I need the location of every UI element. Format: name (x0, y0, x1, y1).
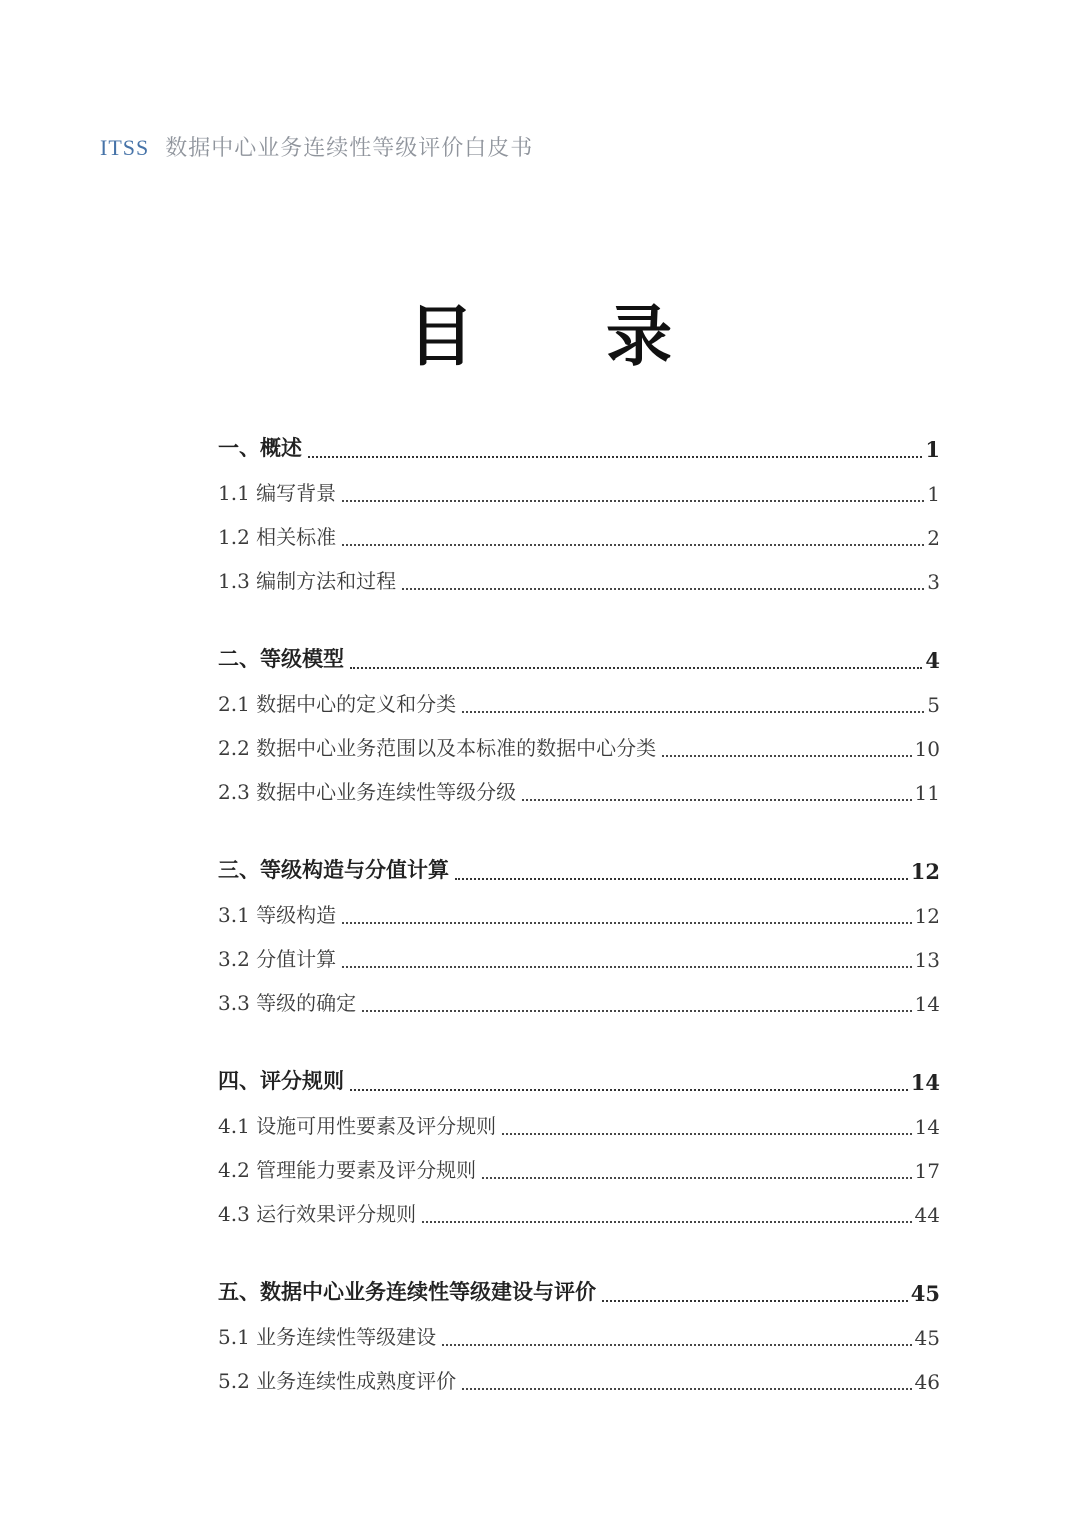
toc-heading-row (218, 1270, 940, 1314)
toc-entry-label: 3.3 等级的确定 (218, 991, 357, 1015)
toc-item-row (218, 769, 940, 813)
dot-leader (455, 878, 908, 880)
toc-entry-label: 2.3 数据中心业务连续性等级分级 (218, 780, 517, 804)
toc-heading-row (218, 848, 940, 892)
toc-item-row (218, 1191, 940, 1235)
toc-page-number: 1 (925, 437, 940, 462)
dot-leader (402, 588, 924, 590)
toc-page-number: 44 (914, 1203, 940, 1227)
toc-page-number: 11 (914, 781, 940, 805)
toc-entry-label: 四、评分规则 (218, 1068, 344, 1093)
toc-entry-label: 4.3 运行效果评分规则 (218, 1202, 417, 1226)
toc-page-number: 13 (914, 948, 940, 972)
toc-page-number: 5 (927, 693, 940, 717)
toc-item-row (218, 1314, 940, 1358)
dot-leader (462, 1388, 911, 1390)
dot-leader (462, 711, 924, 713)
toc-page-number: 14 (914, 1115, 940, 1139)
toc-entry-label: 三、等级构造与分值计算 (218, 857, 449, 882)
dot-leader (442, 1344, 911, 1346)
dot-leader (602, 1300, 908, 1302)
toc-entry-label: 3.1 等级构造 (218, 903, 337, 927)
toc-item-row (218, 470, 940, 514)
toc-entry-label: 2.1 数据中心的定义和分类 (218, 692, 457, 716)
toc-entry-label: 4.2 管理能力要素及评分规则 (218, 1158, 477, 1182)
header-brand: ITSS (100, 135, 150, 160)
toc-item-row (218, 892, 940, 936)
dot-leader (662, 755, 911, 757)
toc-entry-label: 二、等级模型 (218, 646, 344, 671)
toc-entry-label: 一、概述 (218, 435, 302, 460)
toc-page-number: 12 (910, 859, 940, 884)
dot-leader (350, 667, 922, 669)
toc-entry-label: 1.3 编制方法和过程 (218, 569, 397, 593)
dot-leader (342, 500, 924, 502)
toc-page-number: 14 (910, 1070, 940, 1095)
toc-item-row (218, 514, 940, 558)
toc-heading-row (218, 426, 940, 470)
toc-item-row (218, 980, 940, 1024)
dot-leader (342, 544, 924, 546)
toc-item-row (218, 725, 940, 769)
toc-item-row (218, 1147, 940, 1191)
toc-entry-label: 1.2 相关标准 (218, 525, 337, 549)
toc-item-row (218, 1358, 940, 1402)
toc-page-number: 12 (914, 904, 940, 928)
toc-page-number: 45 (914, 1326, 940, 1350)
toc-section-4 (218, 1059, 940, 1235)
dot-leader (350, 1089, 908, 1091)
toc-entry-label: 4.1 设施可用性要素及评分规则 (218, 1114, 497, 1138)
toc-entry-label: 3.2 分值计算 (218, 947, 337, 971)
toc-entry-label: 5.1 业务连续性等级建设 (218, 1325, 437, 1349)
toc-page-number: 10 (914, 737, 940, 761)
toc-item-row (218, 936, 940, 980)
toc-item-row (218, 1103, 940, 1147)
header-doc-title: 数据中心业务连续性等级评价白皮书 (165, 136, 534, 161)
toc-page-number: 4 (925, 648, 940, 673)
toc-page-number: 2 (927, 526, 940, 550)
toc-page-number: 46 (914, 1370, 940, 1394)
toc-item-row (218, 681, 940, 725)
toc-section-1 (218, 426, 940, 602)
toc-page-number: 45 (910, 1281, 940, 1306)
toc-page-number: 1 (927, 482, 940, 506)
dot-leader (308, 456, 922, 458)
toc-heading-row (218, 637, 940, 681)
toc-page-number: 3 (927, 570, 940, 594)
toc-entry-label: 2.2 数据中心业务范围以及本标准的数据中心分类 (218, 736, 657, 760)
table-of-contents (218, 426, 940, 1402)
dot-leader (362, 1010, 911, 1012)
toc-heading-row (218, 1059, 940, 1103)
toc-section-5 (218, 1270, 940, 1402)
toc-section-2 (218, 637, 940, 813)
dot-leader (522, 799, 911, 801)
toc-entry-label: 五、数据中心业务连续性等级建设与评价 (218, 1279, 596, 1304)
toc-section-3 (218, 848, 940, 1024)
dot-leader (422, 1221, 911, 1223)
page-title: 目 录 (408, 297, 672, 375)
dot-leader (502, 1133, 911, 1135)
dot-leader (482, 1177, 911, 1179)
toc-entry-label: 5.2 业务连续性成熟度评价 (218, 1369, 457, 1393)
toc-entry-label: 1.1 编写背景 (218, 481, 337, 505)
dot-leader (342, 922, 911, 924)
toc-item-row (218, 558, 940, 602)
dot-leader (342, 966, 911, 968)
toc-page-number: 14 (914, 992, 940, 1016)
running-header (100, 131, 533, 162)
toc-page-number: 17 (914, 1159, 940, 1183)
